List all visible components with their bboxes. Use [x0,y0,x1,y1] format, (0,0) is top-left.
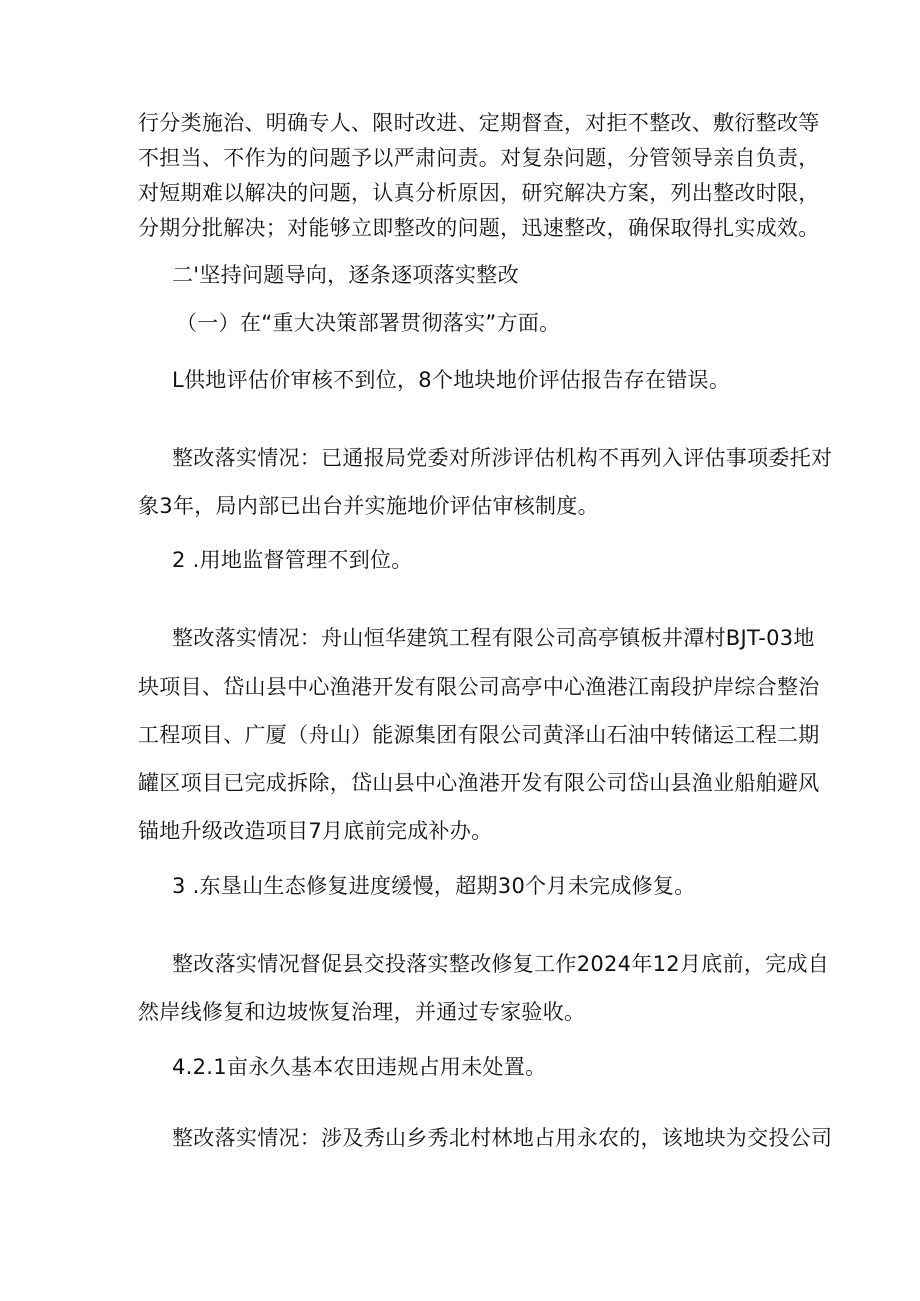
issue-item: 2 .用地监督管理不到位。 [172,548,413,572]
issue-item: 3 .东垦山生态修复进度缓慢，超期30个月未完成修复。 [172,874,696,898]
status-line: 锚地升级改造项目7月底前完成补办。 [138,819,493,843]
subsection-heading: （一）在“重大决策部署贯彻落实”方面。 [176,311,561,335]
issue-item: 4.2.1亩永久基本农田违规占用未处置。 [172,1055,547,1079]
status-line: 工程项目、广厦（舟山）能源集团有限公司黄泽山石油中转储运工程二期 [138,723,820,747]
issue-item: L供地评估价审核不到位，8个地块地价评估报告存在错误。 [172,368,731,392]
status-line: 整改落实情况：涉及秀山乡秀北村林地占用永农的，该地块为交投公司 [172,1126,833,1150]
status-line: 象3年，局内部已出台并实施地价评估审核制度。 [138,494,599,518]
paragraph-line: 对短期难以解决的问题，认真分析原因，研究解决方案，列出整改时限， [138,181,820,205]
status-line: 整改落实情况：舟山恒华建筑工程有限公司高亭镇板井潭村BJT-03地 [172,626,815,650]
section-heading: 二'坚持问题导向，逐条逐项落实整改 [172,263,519,287]
paragraph-line: 不担当、不作为的问题予以严肃问责。对复杂问题，分管领导亲自负责， [138,146,820,170]
status-line: 然岸线修复和边坡恢复治理，并通过专家验收。 [138,1000,586,1024]
paragraph-line: 分期分批解决；对能够立即整改的问题，迅速整改，确保取得扎实成效。 [138,216,820,240]
paragraph-line: 行分类施治、明确专人、限时改进、定期督查，对拒不整改、敷衍整改等 [138,111,820,135]
status-line: 整改落实情况：已通报局党委对所涉评估机构不再列入评估事项委托对 [172,446,833,470]
status-line: 块项目、岱山县中心渔港开发有限公司高亭中心渔港江南段护岸综合整治 [138,675,820,699]
status-line: 整改落实情况督促县交投落实整改修复工作2024年12月底前，完成自 [172,952,830,976]
status-line: 罐区项目已完成拆除，岱山县中心渔港开发有限公司岱山县渔业船舶避风 [138,771,820,795]
